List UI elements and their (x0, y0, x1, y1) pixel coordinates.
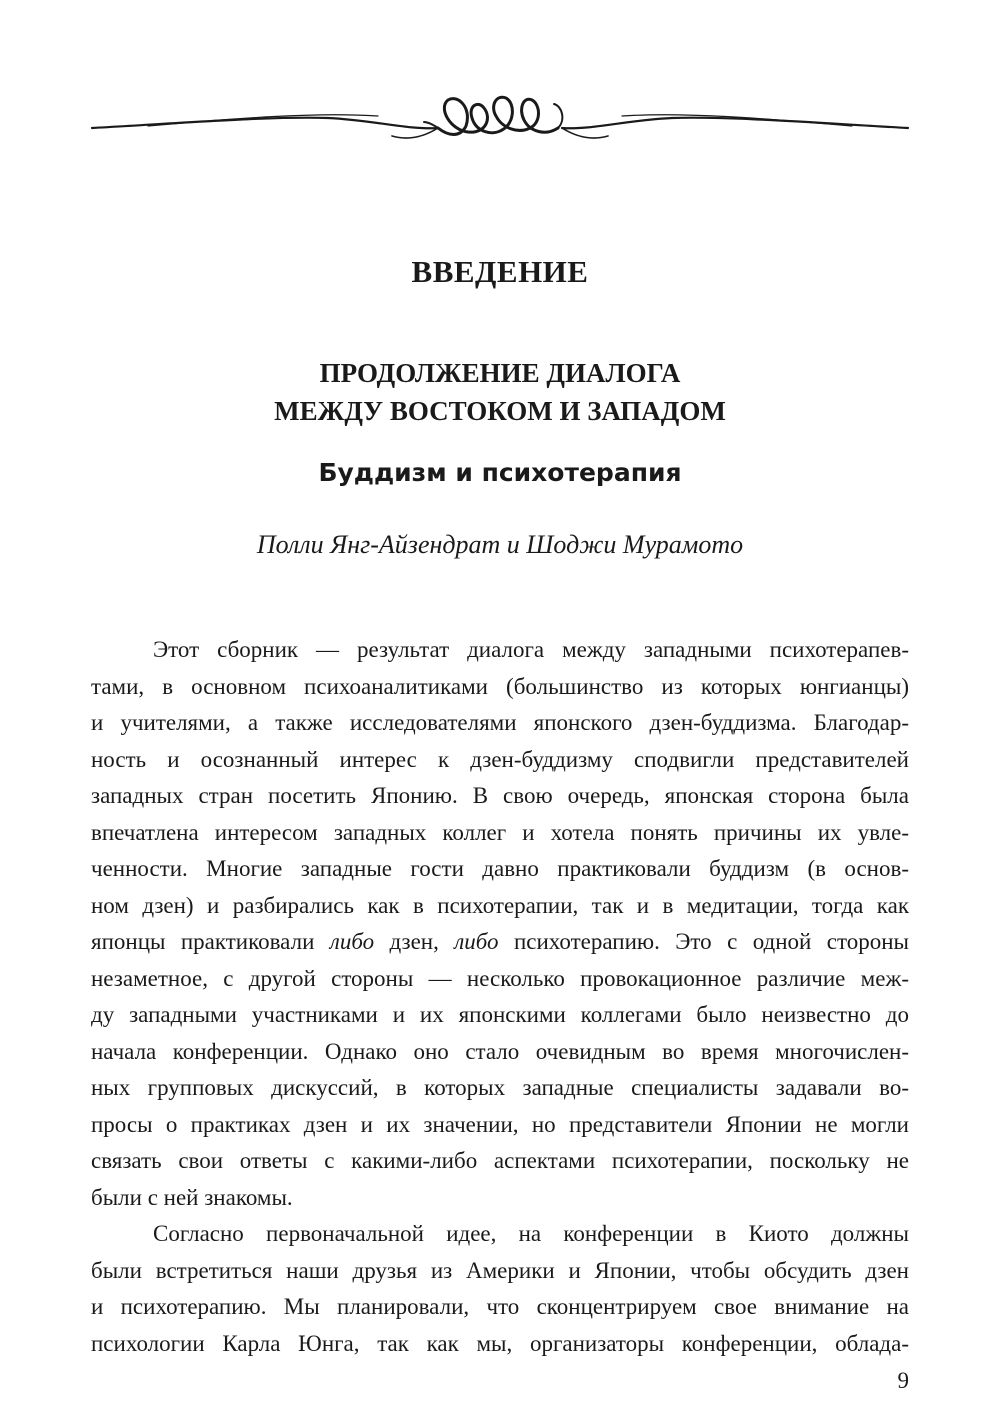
text-line: начала конференции. Однако оно стало очевидным во время многочислен- (91, 1038, 909, 1064)
text-line: и психотерапию. Мы планировали, что сконцентрируем свое внимание на (91, 1294, 909, 1319)
subtitle (0, 354, 1000, 430)
text-line: ных групповых дискуссий, в которых западные специалисты задавали во- (91, 1075, 909, 1100)
subtitle-line-1: ПРОДОЛЖЕНИЕ ДИАЛОГА (319, 358, 681, 388)
text-line: просы о практиках дзен и их значении, но представители Японии не могли (91, 1111, 909, 1137)
text-line: ном дзен) и разбирались как в психотерапии, так и в медитации, тогда как (91, 892, 909, 918)
text-line: Этот сборник — результат диалога между западными психотерапев- (153, 637, 909, 662)
text-line: незаметное, с другой стороны — несколько провокационное различие меж- (91, 965, 909, 991)
body-text (91, 632, 909, 1362)
paragraph-2 (91, 1216, 909, 1362)
text-line: ность и осознанный интерес к дзен-буддизму сподвигли представителей (91, 746, 909, 772)
text-line: психологии Карла Юнга, так как мы, организаторы конференции, облада- (91, 1330, 909, 1356)
section-title: Буддизм и психотерапия (318, 458, 682, 487)
text-line: ду западными участниками и их японскими коллегами было неизвестно до (91, 1002, 909, 1027)
text-line: западных стран посетить Японию. В свою очередь, японская сторона была (91, 783, 909, 808)
text-line: и учителями, а также исследователями японского дзен-буддизма. Благодар- (91, 710, 909, 735)
italic-run: либо (329, 929, 375, 954)
text-run: дзен, (374, 929, 455, 954)
text-line: были с ней знакомы. (91, 1184, 293, 1210)
text-line: впечатлена интересом западных коллег и хотела понять причины их увле- (91, 819, 909, 845)
paragraph-1 (91, 632, 909, 1216)
text-line: связать свои ответы с какими-либо аспектами психотерапии, поскольку не (91, 1148, 909, 1173)
text-line: Согласно первоначальной идее, на конференции в Киото должны (153, 1221, 909, 1246)
text-run: японцы практиковали (91, 929, 330, 954)
authors: Полли Янг-Айзендрат и Шоджи Мурамото (256, 530, 744, 559)
text-line-italic-mix (91, 924, 909, 961)
italic-run: либо (454, 929, 499, 954)
page-number: 9 (897, 1368, 909, 1393)
subtitle-line-2: МЕЖДУ ВОСТОКОМ И ЗАПАДОМ (274, 396, 726, 426)
chapter-title: ВВЕДЕНИЕ (411, 254, 589, 289)
text-line: тами, в основном психоаналитиками (большинство из которых юнгианцы) (91, 673, 909, 699)
ornament-flourish-icon (88, 78, 912, 158)
text-line: были встретиться наши друзья из Америки и Японии, чтобы обсудить дзен (91, 1257, 909, 1283)
text-line: ченности. Многие западные гости давно практиковали буддизм (в основ- (91, 856, 909, 881)
text-run: психотерапию. Это с одной стороны (498, 929, 909, 954)
